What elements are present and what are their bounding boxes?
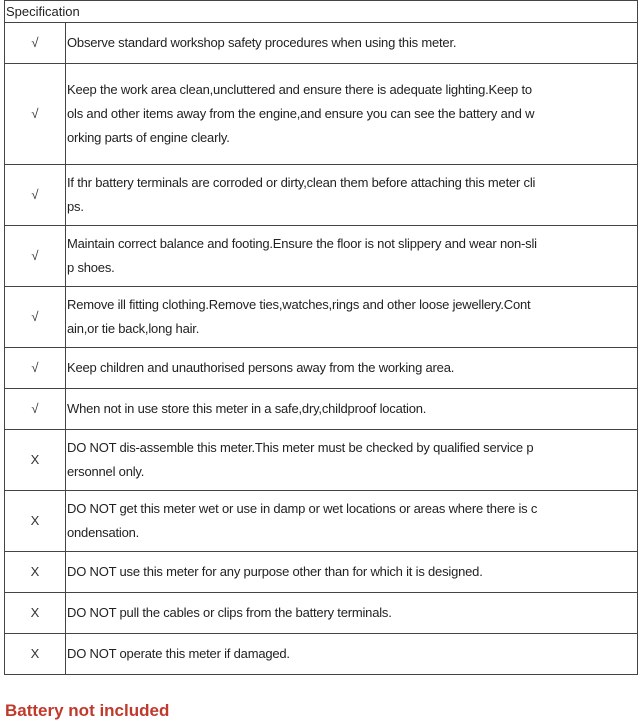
check-mark: √ <box>5 287 66 348</box>
safety-instruction-text: DO NOT use this meter for any purpose other than for which it is designed. <box>66 552 638 593</box>
table-row <box>5 226 638 287</box>
prohibited-mark: X <box>5 552 66 593</box>
safety-instruction-text: Keep the work area clean,uncluttered and ensure there is adequate lighting.Keep to ols and other items away from the engine,and ensure you can see the battery and w orking parts of engine clearly. <box>66 64 638 165</box>
safety-instruction-text: When not in use store this meter in a safe,dry,childproof location. <box>66 389 638 430</box>
battery-note: Battery not included <box>5 701 170 720</box>
safety-instruction-text: Keep children and unauthorised persons away from the working area. <box>66 348 638 389</box>
table-row <box>5 491 638 552</box>
safety-instruction-text: If thr battery terminals are corroded or dirty,clean them before attaching this meter cli ps. <box>66 165 638 226</box>
table-row <box>5 348 638 389</box>
check-mark: √ <box>5 389 66 430</box>
prohibited-mark: X <box>5 634 66 675</box>
check-mark: √ <box>5 23 66 64</box>
prohibited-mark: X <box>5 430 66 491</box>
table-row <box>5 389 638 430</box>
table-row <box>5 23 638 64</box>
prohibited-mark: X <box>5 593 66 634</box>
check-mark: √ <box>5 165 66 226</box>
safety-instruction-text: DO NOT get this meter wet or use in damp or wet locations or areas where there is c ondensation. <box>66 491 638 552</box>
table-row <box>5 287 638 348</box>
specification-header: Specification <box>4 0 638 22</box>
safety-instruction-text: DO NOT dis-assemble this meter.This meter must be checked by qualified service p ersonnel only. <box>66 430 638 491</box>
table-row <box>5 64 638 165</box>
table-row <box>5 593 638 634</box>
table-row <box>5 165 638 226</box>
safety-instruction-text: Observe standard workshop safety procedures when using this meter. <box>66 23 638 64</box>
safety-instruction-text: Maintain correct balance and footing.Ensure the floor is not slippery and wear non-sli p shoes. <box>66 226 638 287</box>
table-row <box>5 430 638 491</box>
specification-sheet <box>4 0 638 675</box>
safety-instruction-text: DO NOT operate this meter if damaged. <box>66 634 638 675</box>
specification-table-body <box>5 23 638 675</box>
specification-table <box>4 22 638 675</box>
safety-instruction-text: DO NOT pull the cables or clips from the battery terminals. <box>66 593 638 634</box>
table-row <box>5 634 638 675</box>
table-row <box>5 552 638 593</box>
check-mark: √ <box>5 226 66 287</box>
check-mark: √ <box>5 348 66 389</box>
check-mark: √ <box>5 64 66 165</box>
prohibited-mark: X <box>5 491 66 552</box>
safety-instruction-text: Remove ill fitting clothing.Remove ties,watches,rings and other loose jewellery.Cont ain,or tie back,long hair. <box>66 287 638 348</box>
